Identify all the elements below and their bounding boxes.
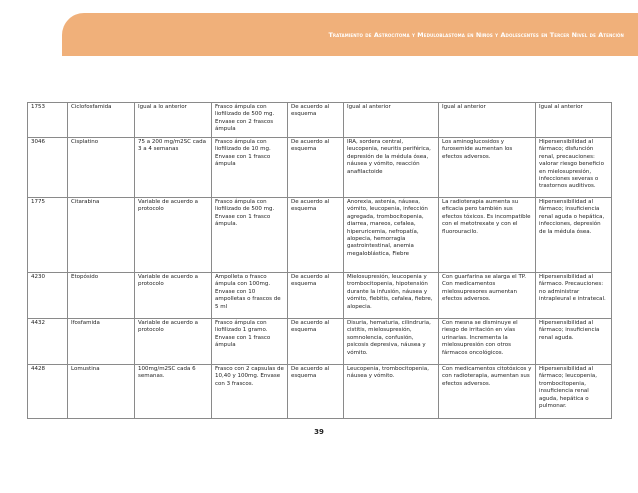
interactions-cell: Con medicamentos citotóxicos y con radioterapia, aumentan sus efectos adversos. (439, 365, 536, 419)
drug-name-cell: Ifosfamida (68, 319, 135, 365)
dose-cell: Variable de acuerdo a protocolo (135, 319, 212, 365)
key-cell: 1775 (28, 198, 68, 273)
header-banner (62, 13, 638, 56)
drug-name-cell: Cisplatino (68, 138, 135, 198)
presentation-cell: Frasco ámpula con liofilizado 1 gramo. Envase con 1 frasco ámpula (212, 319, 288, 365)
interactions-cell: Con guarfarina se alarga el TP. Con medicamentos mielosupresores aumentan efectos adversos. (439, 273, 536, 319)
adverse-effects-cell: Leucopenia, trombocitopenia, náusea y vómito. (344, 365, 439, 419)
table-row (28, 273, 612, 319)
presentation-cell: Frasco ámpula con liofilizado de 10 mg. Envase con 1 frasco ámpula (212, 138, 288, 198)
presentation-cell: Ampolleta o frasco ámpula con 100mg. Envase con 10 ampolletas o frascos de 5 ml (212, 273, 288, 319)
contraindications-cell: Hipersensibilidad al fármaco. Precauciones: no administrar intrapleural e intratecal. (536, 273, 612, 319)
key-cell: 1753 (28, 103, 68, 138)
duration-cell: De acuerdo al esquema (288, 365, 344, 419)
key-cell: 4432 (28, 319, 68, 365)
table-row (28, 198, 612, 273)
duration-cell: De acuerdo al esquema (288, 273, 344, 319)
presentation-cell: Frasco ámpula con liofilizado de 500 mg. Envase con 2 frascos ámpula (212, 103, 288, 138)
interactions-cell: La radioterapia aumenta su eficacia pero también sus efectos tóxicos. Es incompatible con el metotrexate y con el fluorouracilo. (439, 198, 536, 273)
key-cell: 3046 (28, 138, 68, 198)
dose-cell: 100mg/m2SC cada 6 semanas. (135, 365, 212, 419)
duration-cell: De acuerdo al esquema (288, 319, 344, 365)
duration-cell: De acuerdo al esquema (288, 138, 344, 198)
dose-cell: Igual a lo anterior (135, 103, 212, 138)
drug-name-cell: Lomustina (68, 365, 135, 419)
table-row (28, 365, 612, 419)
contraindications-cell: Igual al anterior (536, 103, 612, 138)
table-row (28, 138, 612, 198)
table-row (28, 103, 612, 138)
table-row (28, 319, 612, 365)
key-cell: 4428 (28, 365, 68, 419)
drug-name-cell: Ciclofosfamida (68, 103, 135, 138)
presentation-cell: Frasco ámpula con liofilizado de 500 mg. Envase con 1 frasco ámpula. (212, 198, 288, 273)
adverse-effects-cell: Igual al anterior (344, 103, 439, 138)
interactions-cell: Con mesna se disminuye el riesgo de irritación en vías urinarias. Incrementa la mielosupresión con otros fármacos oncológicos. (439, 319, 536, 365)
key-cell: 4230 (28, 273, 68, 319)
contraindications-cell: Hipersensibilidad al fármaco; insuficiencia renal aguda. (536, 319, 612, 365)
interactions-cell: Igual al anterior (439, 103, 536, 138)
interactions-cell: Los aminoglucosidos y furosemide aumentan los efectos adversos. (439, 138, 536, 198)
adverse-effects-cell: Anorexia, astenia, náusea, vómito, leucopenia, infección agregada, trombocitopenia, diarrea, mareos, cefalea, hiperuricemia, nefropatía, alopecia, hemorragia gastrointestinal, anemia megaloblástica, Fiebre (344, 198, 439, 273)
medication-table (27, 102, 612, 419)
contraindications-cell: Hipersensibilidad al fármaco; disfunción renal, precauciones: valorar riesgo beneficio en mielosupresión, infecciones severas o trastornos auditivos. (536, 138, 612, 198)
dose-cell: 75 a 200 mg/m2SC cada 3 a 4 semanas (135, 138, 212, 198)
drug-name-cell: Citarabina (68, 198, 135, 273)
drug-name-cell: Etopósido (68, 273, 135, 319)
adverse-effects-cell: Mielosupresión, leucopenia y trombocitopenia, hipotensión durante la infusión, náusea y vómito, flebitis, cefalea, fiebre, alopecia. (344, 273, 439, 319)
adverse-effects-cell: IRA, sordera central, leucopenia, neuritis periférica, depresión de la médula ósea, náusea y vómito, reacción anafilactoide (344, 138, 439, 198)
page-number: 39 (314, 428, 324, 436)
presentation-cell: Frasco con 2 capsulas de 10,40 y 100mg. Envase con 3 frascos. (212, 365, 288, 419)
page-header-title: Tratamiento de Astrocitoma y Meduloblastoma en Niños y Adolescentes en Tercer Nivel de Atención (328, 31, 624, 39)
dose-cell: Variable de acuerdo a protocolo (135, 198, 212, 273)
contraindications-cell: Hipersensibilidad al fármaco; insuficiencia renal aguda o hepática, infecciones, depresión de la médula ósea. (536, 198, 612, 273)
adverse-effects-cell: Disuria, hematuria, cilindruria, cistitis, mielosupresión, somnolencia, confusión, psicosis depresiva, náusea y vómito. (344, 319, 439, 365)
contraindications-cell: Hipersensibilidad al fármaco; leucopenia, trombocitopenia, insuficiencia renal aguda, hepática o pulmonar. (536, 365, 612, 419)
duration-cell: De acuerdo al esquema (288, 103, 344, 138)
dose-cell: Variable de acuerdo a protocolo (135, 273, 212, 319)
duration-cell: De acuerdo al esquema (288, 198, 344, 273)
